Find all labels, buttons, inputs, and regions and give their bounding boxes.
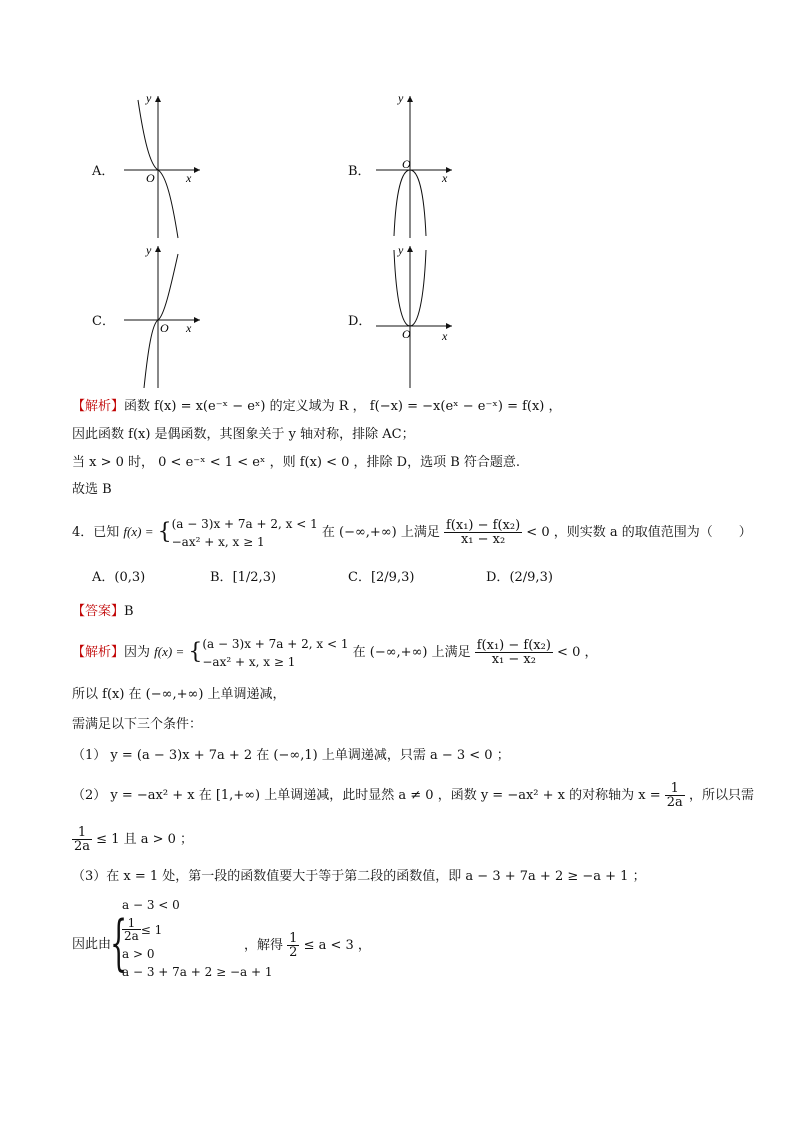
analysis2-tail: < 0 ， <box>557 645 598 660</box>
q4-mid: 在 (−∞,+∞) 上满足 <box>321 525 440 540</box>
q4-num: 4．已知 <box>72 525 120 540</box>
q4-option-c-label: C． <box>348 570 371 585</box>
analysis2-cond2-tail: ，所以只需 <box>688 788 754 803</box>
answer-line <box>72 603 134 621</box>
sys-line2-tail: ≤ 1 <box>140 922 163 937</box>
analysis2-solve-den: 2 <box>289 945 298 960</box>
analysis1-line1 <box>72 398 562 416</box>
answer-value: B <box>124 604 134 619</box>
graph-b-x: x <box>442 171 448 185</box>
q4-option-c-value: [2/9,3) <box>370 570 415 585</box>
analysis2-cond3: （3）在 x = 1 处，第一段的函数值要大于等于第二段的函数值，即 a − 3 + 7a + 2 ≥ −a + 1 ； <box>72 869 646 884</box>
q4-cases <box>172 515 318 551</box>
graph-a-y: y <box>146 91 152 105</box>
graph-d-origin: O <box>402 327 411 341</box>
q4-option-d-label: D． <box>486 570 510 585</box>
sys-line3: a > 0 <box>122 947 155 961</box>
analysis2-frac-den: x₁ − x₂ <box>491 652 536 667</box>
analysis1-text1: 函数 f(x) = x(e⁻ˣ − eˣ) 的定义域为 R ， f(−x) = −x(eˣ − e⁻ˣ) = f(x) ， <box>124 399 562 414</box>
analysis2-cond2-text: （2） y = −ax² + x 在 [1,+∞) 上单调递减，此时显然 a ≠ 0 ，函数 y = −ax² + x 的对称轴为 x = <box>72 788 661 803</box>
option-d-label: D． <box>348 314 372 329</box>
analysis2-solve-num: 1 <box>289 931 298 946</box>
graph-b-y: y <box>398 91 404 105</box>
option-a-label: A． <box>92 164 115 179</box>
analysis2-cond2-frac-num: 1 <box>665 782 685 796</box>
q4-option-c[interactable] <box>348 569 414 587</box>
analysis2-fraction <box>475 639 553 666</box>
graph-c-x: x <box>186 321 192 335</box>
analysis2-cases <box>202 635 348 671</box>
q4-frac-num: f(x₁) − f(x₂) <box>446 518 521 533</box>
analysis1-line3: 当 x > 0 时， 0 < e⁻ˣ < 1 < eˣ ，则 f(x) < 0 ，排除 D，选项 B 符合题意. <box>72 455 521 470</box>
graph-a-x: x <box>186 171 192 185</box>
q4-case2: −ax² + x, x ≥ 1 <box>171 534 265 549</box>
graph-a <box>118 90 208 240</box>
sys-line2-frac <box>122 917 141 942</box>
sys-line1: a − 3 < 0 <box>122 898 180 912</box>
analysis2-cond2c-frac-den: 2a <box>74 839 91 854</box>
analysis1-line2: 因此函数 f(x) 是偶函数，其图象关于 y 轴对称，排除 AC； <box>72 427 415 442</box>
system-brace: { <box>110 908 128 978</box>
q4-fx: f(x) = <box>123 524 154 539</box>
q4-frac-den: x₁ − x₂ <box>460 532 506 547</box>
analysis2-cond2c-frac <box>72 826 92 853</box>
q4-tail: < 0 ，则实数 a 的取值范围为（ ） <box>526 525 752 540</box>
analysis2-mid: 在 (−∞,+∞) 上满足 <box>352 645 471 660</box>
sys-line2-frac-den: 2a <box>124 929 139 943</box>
analysis2-cond2c-text: ≤ 1 且 a > 0 ； <box>96 832 194 847</box>
graph-b-origin: O <box>402 157 411 171</box>
q4-fraction <box>444 519 522 546</box>
analysis2-case1: (a − 3)x + 7a + 2, x < 1 <box>202 636 349 651</box>
q4-option-b-value: [1/2,3) <box>232 570 277 585</box>
analysis2-cond2 <box>72 778 754 814</box>
option-c-label: C． <box>92 314 115 329</box>
graph-a-origin: O <box>146 171 155 185</box>
graph-c <box>118 240 208 390</box>
analysis2-cond2-frac-den: 2a <box>666 795 683 810</box>
question-4: 4．已知 f(x) = { (a − 3)x + 7a + 2, x < 1 −ax² + x, x ≥ 1 在 (−∞,+∞) 上满足 $\frac{\text{f(x₁) − f(x₂)}}{\text{x₁ − x₂}}$ < 0 ，则实数 a 的取值范围为（ ） <box>72 516 752 549</box>
analysis2-sys-intro: 因此由 <box>72 937 112 952</box>
analysis2-tag: 【解析】 <box>72 645 125 660</box>
q4-option-b[interactable] <box>210 569 276 587</box>
graph-d-y: y <box>398 243 404 257</box>
analysis2-cond1: （1） y = (a − 3)x + 7a + 2 在 (−∞,1) 上单调递减，只需 a − 3 < 0 ； <box>72 748 510 763</box>
graph-d-x: x <box>442 329 448 343</box>
graph-b <box>370 90 460 240</box>
sys-line4: a − 3 + 7a + 2 ≥ −a + 1 <box>122 965 273 979</box>
q4-option-a[interactable] <box>92 569 145 587</box>
analysis2-line2: 所以 f(x) 在 (−∞,+∞) 上单调递减， <box>72 687 286 702</box>
analysis2-cond2-cont <box>72 822 193 858</box>
analysis2-solve-text: ，解得 <box>244 938 284 953</box>
analysis2-line3: 需满足以下三个条件： <box>72 717 203 732</box>
graph-c-origin: O <box>160 321 169 335</box>
analysis2-case2: −ax² + x, x ≥ 1 <box>202 654 296 669</box>
sys-line2-frac-num: 1 <box>122 917 141 930</box>
q4-option-a-value: (0,3) <box>114 570 146 585</box>
analysis2-line1: 【解析】因为 f(x) = { (a − 3)x + 7a + 2, x < 1 −ax² + x, x ≥ 1 在 (−∞,+∞) 上满足 $\frac{\text{f(x₁) − f(x₂)}}{\text{x₁ − x₂}}$ < 0 ， <box>72 636 598 669</box>
analysis2-cond2c-frac-num: 1 <box>72 826 92 840</box>
analysis2-solve-tail: ≤ a < 3 ， <box>303 938 371 953</box>
analysis2-fx: f(x) = <box>154 644 185 659</box>
q4-option-d[interactable] <box>486 569 553 587</box>
analysis2-frac-num: f(x₁) − f(x₂) <box>476 638 551 653</box>
option-b-label: B． <box>348 164 371 179</box>
analysis2-solve <box>244 928 371 964</box>
q4-option-b-label: B． <box>210 570 233 585</box>
q4-option-d-value: (2/9,3) <box>509 570 553 585</box>
analysis1-tag: 【解析】 <box>72 399 125 414</box>
graph-d <box>370 240 460 390</box>
answer-tag: 【答案】 <box>72 604 125 619</box>
q4-case1: (a − 3)x + 7a + 2, x < 1 <box>171 516 318 531</box>
analysis2-cond2-frac <box>665 782 685 809</box>
analysis1-line4: 故选 B <box>72 482 112 497</box>
analysis2-solve-frac <box>287 932 299 959</box>
graph-c-y: y <box>146 243 152 257</box>
q4-option-a-label: A． <box>92 570 115 585</box>
analysis2-intro: 因为 <box>124 645 151 660</box>
